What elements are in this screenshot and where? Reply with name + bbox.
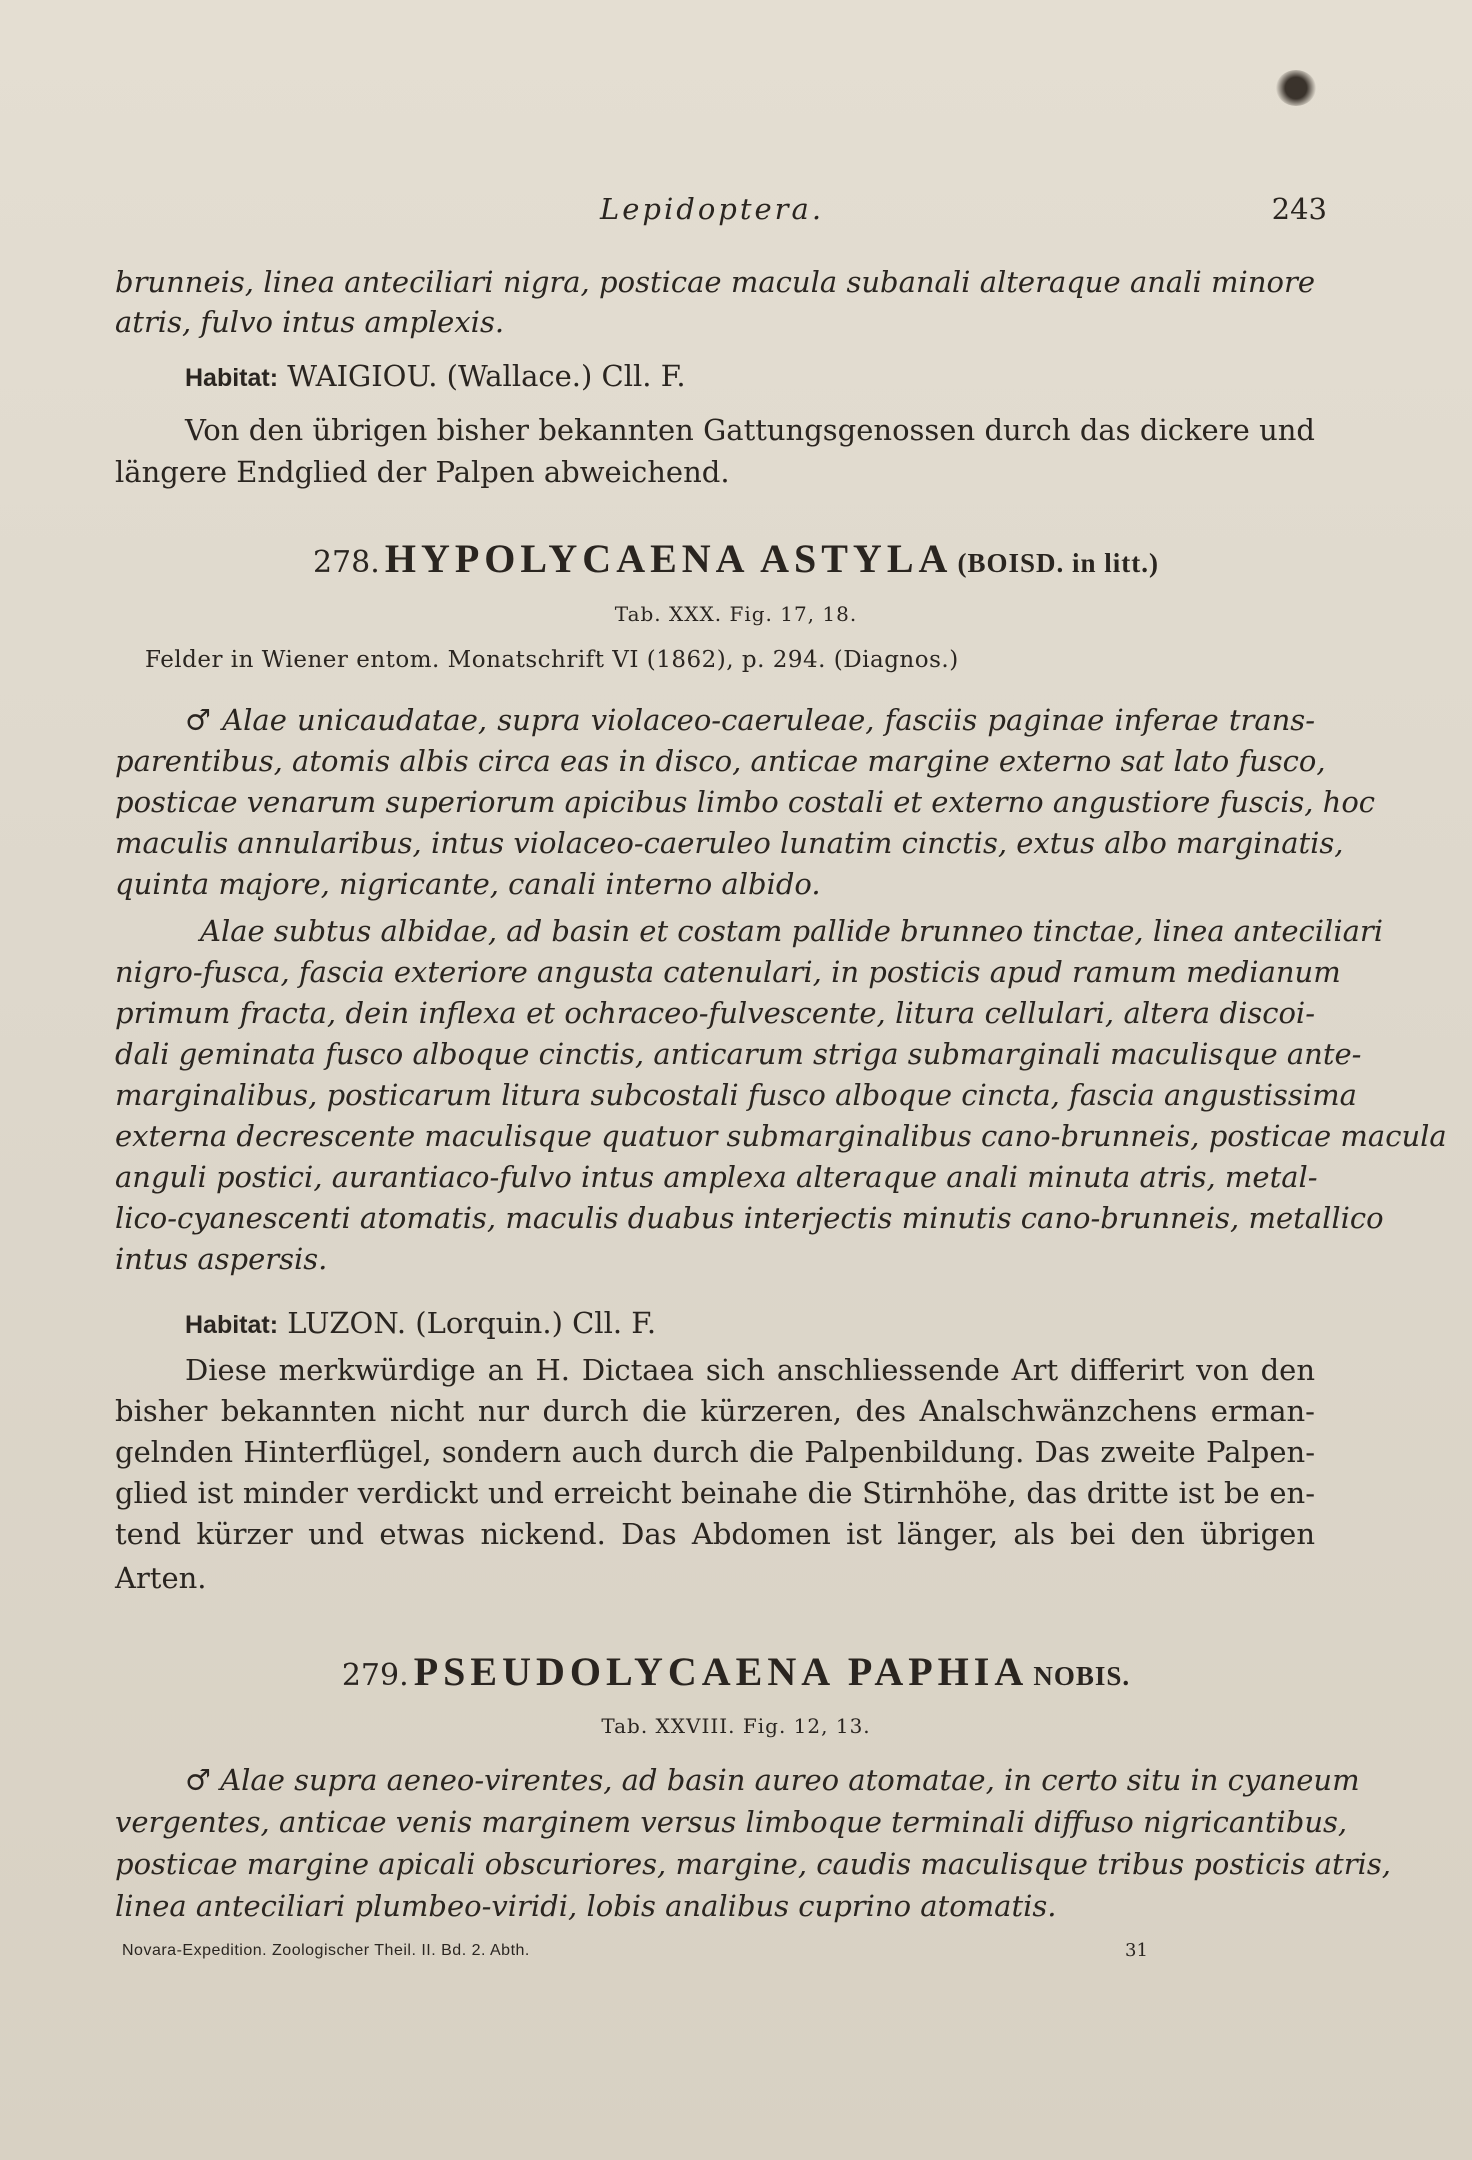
species-authority: (BOISD. in litt.) [957,548,1160,578]
habitat-line [185,356,1385,398]
text-line: marginalibus, posticarum litura subcostali fusco alboque cincta, fascia angustissima [115,1078,1357,1112]
text-line: tend kürzer und etwas nickend. Das Abdomen ist länger, als bei den übrigen [115,1517,1315,1551]
habitat-label: Habitat: [185,364,279,392]
plate-reference: Tab. XXX. Fig. 17, 18. [614,602,858,626]
habitat-label: Habitat: [185,1311,279,1339]
text-line: ♂ Alae supra aeneo-virentes, ad basin aureo atomatae, in certo situ in cyaneum [185,1763,1360,1797]
text-line: bisher bekannten nicht nur durch die kürzeren, des Analschwänzchens erman- [115,1394,1315,1428]
text-line: posticae venarum superiorum apicibus limbo costali et externo angustiore fuscis, hoc [115,785,1376,819]
text-line: längere Endglied der Palpen abweichend. [115,455,730,489]
habitat-text: WAIGIOU. (Wallace.) Cll. F. [287,359,686,393]
text-line: Arten. [115,1561,207,1595]
text-line: parentibus, atomis albis circa eas in disco, anticae margine externo sat lato fusco, [115,744,1326,778]
habitat-line [185,1303,1385,1345]
text-line: glied ist minder verdickt und erreicht beinahe die Stirnhöhe, das dritte ist be en- [115,1476,1315,1510]
species-authority: NOBIS. [1033,1661,1131,1691]
text-line: vergentes, anticae venis marginem versus limboque terminali diffuso nigricantibus, [115,1805,1348,1839]
text-line: dali geminata fusco alboque cinctis, anticarum striga submarginali maculisque ante- [115,1037,1362,1071]
habitat-text: LUZON. (Lorquin.) Cll. F. [287,1306,657,1340]
running-head: Lepidoptera. [600,192,825,226]
text-line: Alae subtus albidae, ad basin et costam pallide brunneo tinctae, linea anteciliari [200,914,1384,948]
text-line: brunneis, linea anteciliari nigra, posticae macula subanali alteraque anali minore [115,265,1315,299]
footer-sheet-number: 31 [1125,1940,1148,1961]
species-heading [0,1648,1472,1695]
plate-reference: Tab. XXVIII. Fig. 12, 13. [601,1714,871,1738]
text-line: quinta majore, nigricante, canali interno albido. [115,867,821,901]
text-line: Von den übrigen bisher bekannten Gattungsgenossen durch das dickere und [185,413,1315,447]
ink-smudge [1276,70,1316,106]
text-line: gelnden Hinterflügel, sondern auch durch die Palpenbildung. Das zweite Palpen- [115,1435,1315,1469]
text-line: intus aspersis. [115,1242,328,1276]
text-line: ♂ Alae unicaudatae, supra violaceo-caeruleae, fasciis paginae inferae trans- [185,703,1315,737]
species-heading [0,535,1472,582]
text-line: maculis annularibus, intus violaceo-caeruleo lunatim cinctis, extus albo marginatis, [115,826,1344,860]
text-line: lico-cyanescenti atomatis, maculis duabus interjectis minutis cano-brunneis, metallico [115,1201,1384,1235]
text-line: atris, fulvo intus amplexis. [115,305,505,339]
page-number: 243 [1271,192,1327,226]
text-line: Diese merkwürdige an H. Dictaea sich anschliessende Art differirt von den [185,1353,1315,1387]
text-line: anguli postici, aurantiaco-fulvo intus amplexa alteraque anali minuta atris, metal- [115,1160,1318,1194]
text-line: primum fracta, dein inflexa et ochraceo-fulvescente, litura cellulari, altera discoi- [115,996,1315,1030]
text-line: nigro-fusca, fascia exteriore angusta catenulari, in posticis apud ramum medianum [115,955,1341,989]
footer-signature: Novara-Expedition. Zoologischer Theil. II. Bd. 2. Abth. [122,1942,530,1959]
text-line: posticae margine apicali obscuriores, margine, caudis maculisque tribus posticis atris, [115,1847,1391,1881]
species-number: 279. [341,1658,409,1693]
species-number: 278. [312,545,380,580]
text-line: linea anteciliari plumbeo-viridi, lobis analibus cuprino atomatis. [115,1889,1057,1923]
literature-reference: Felder in Wiener entom. Monatschrift VI (1862), p. 294. (Diagnos.) [145,647,959,673]
species-name: PSEUDOLYCAENA PAPHIA [413,1649,1029,1694]
species-name: HYPOLYCAENA ASTYLA [384,536,953,581]
text-line: externa decrescente maculisque quatuor submarginalibus cano-brunneis, posticae macula [115,1119,1447,1153]
